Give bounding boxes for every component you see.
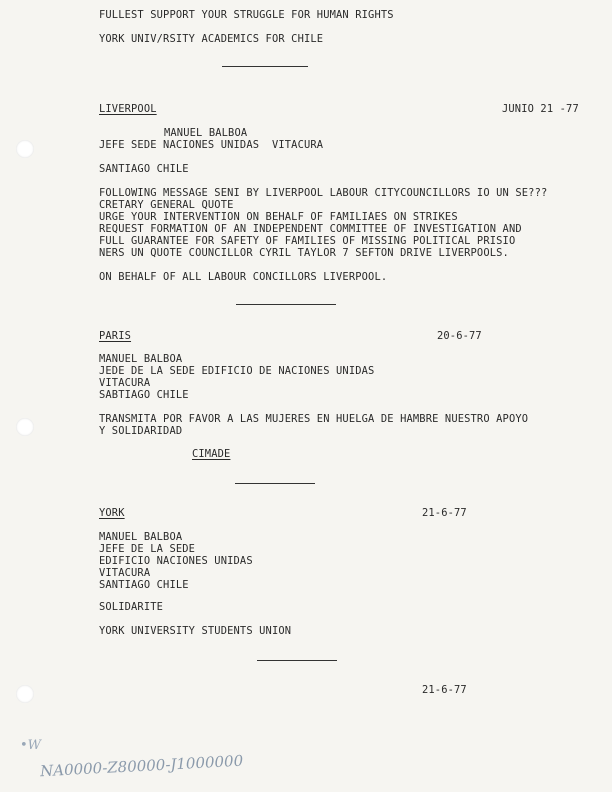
header-line-1: FULLEST SUPPORT YOUR STRUGGLE FOR HUMAN RIGHTS: [99, 9, 394, 21]
paris-message-line: Y SOLIDARIDAD: [99, 425, 183, 437]
section-divider: [222, 66, 308, 67]
section-divider: [236, 304, 336, 305]
liverpool-addressee-title: JEFE SEDE NACIONES UNIDAS VITACURA: [99, 139, 324, 151]
punch-hole: [16, 140, 34, 158]
paris-signature: CIMADE: [192, 448, 231, 460]
liverpool-date: JUNIO 21 -77: [502, 103, 579, 115]
liverpool-heading: LIVERPOOL: [99, 103, 157, 115]
liverpool-message-line: NERS UN QUOTE COUNCILLOR CYRIL TAYLOR 7 SEFTON DRIVE LIVERPOOLS.: [99, 247, 509, 259]
paris-address-line: VITACURA: [99, 377, 151, 389]
york-heading: YORK: [99, 507, 125, 519]
paris-message-line: TRANSMITA POR FAVOR A LAS MUJERES EN HUELGA DE HAMBRE NUESTRO APOYO: [99, 413, 529, 425]
liverpool-signoff: ON BEHALF OF ALL LABOUR CONCILLORS LIVERPOOL.: [99, 271, 388, 283]
liverpool-message-line: FULL GUARANTEE FOR SAFETY OF FAMILIES OF MISSING POLITICAL PRISIO: [99, 235, 516, 247]
section-divider: [257, 660, 337, 661]
header-line-2: YORK UNIV/RSITY ACADEMICS FOR CHILE: [99, 33, 324, 45]
paris-date: 20-6-77: [437, 330, 482, 342]
liverpool-message-line: URGE YOUR INTERVENTION ON BEHALF OF FAMILIAES ON STRIKES: [99, 211, 458, 223]
liverpool-city: SANTIAGO CHILE: [99, 163, 189, 175]
york-message: SOLIDARITE: [99, 601, 164, 613]
section-divider: [235, 483, 315, 484]
paris-address-line: JEDE DE LA SEDE EDIFICIO DE NACIONES UNIDAS: [99, 365, 375, 377]
footer-handwritten-reference: NA0000-Z80000-J1000000: [39, 751, 244, 781]
punch-hole: [16, 418, 34, 436]
paris-address-line: SABTIAGO CHILE: [99, 389, 189, 401]
paris-heading: PARIS: [99, 330, 132, 342]
york-address-line: EDIFICIO NACIONES UNIDAS: [99, 555, 253, 567]
liverpool-addressee-name: MANUEL BALBOA: [164, 127, 248, 139]
york-address-line: MANUEL BALBOA: [99, 531, 183, 543]
liverpool-message-line: FOLLOWING MESSAGE SENI BY LIVERPOOL LABOUR CITYCOUNCILLORS IO UN SE???: [99, 187, 548, 199]
punch-hole: [16, 685, 34, 703]
margin-note: •W: [20, 738, 42, 753]
final-date: 21-6-77: [422, 684, 467, 696]
york-address-line: JEFE DE LA SEDE: [99, 543, 196, 555]
liverpool-message-line: REQUEST FORMATION OF AN INDEPENDENT COMMITTEE OF INVESTIGATION AND: [99, 223, 522, 235]
york-address-line: VITACURA: [99, 567, 151, 579]
york-address-line: SANTIAGO CHILE: [99, 579, 189, 591]
york-date: 21-6-77: [422, 507, 467, 519]
liverpool-message-line: CRETARY GENERAL QUOTE: [99, 199, 234, 211]
york-signoff: YORK UNIVERSITY STUDENTS UNION: [99, 625, 292, 637]
paris-address-line: MANUEL BALBOA: [99, 353, 183, 365]
